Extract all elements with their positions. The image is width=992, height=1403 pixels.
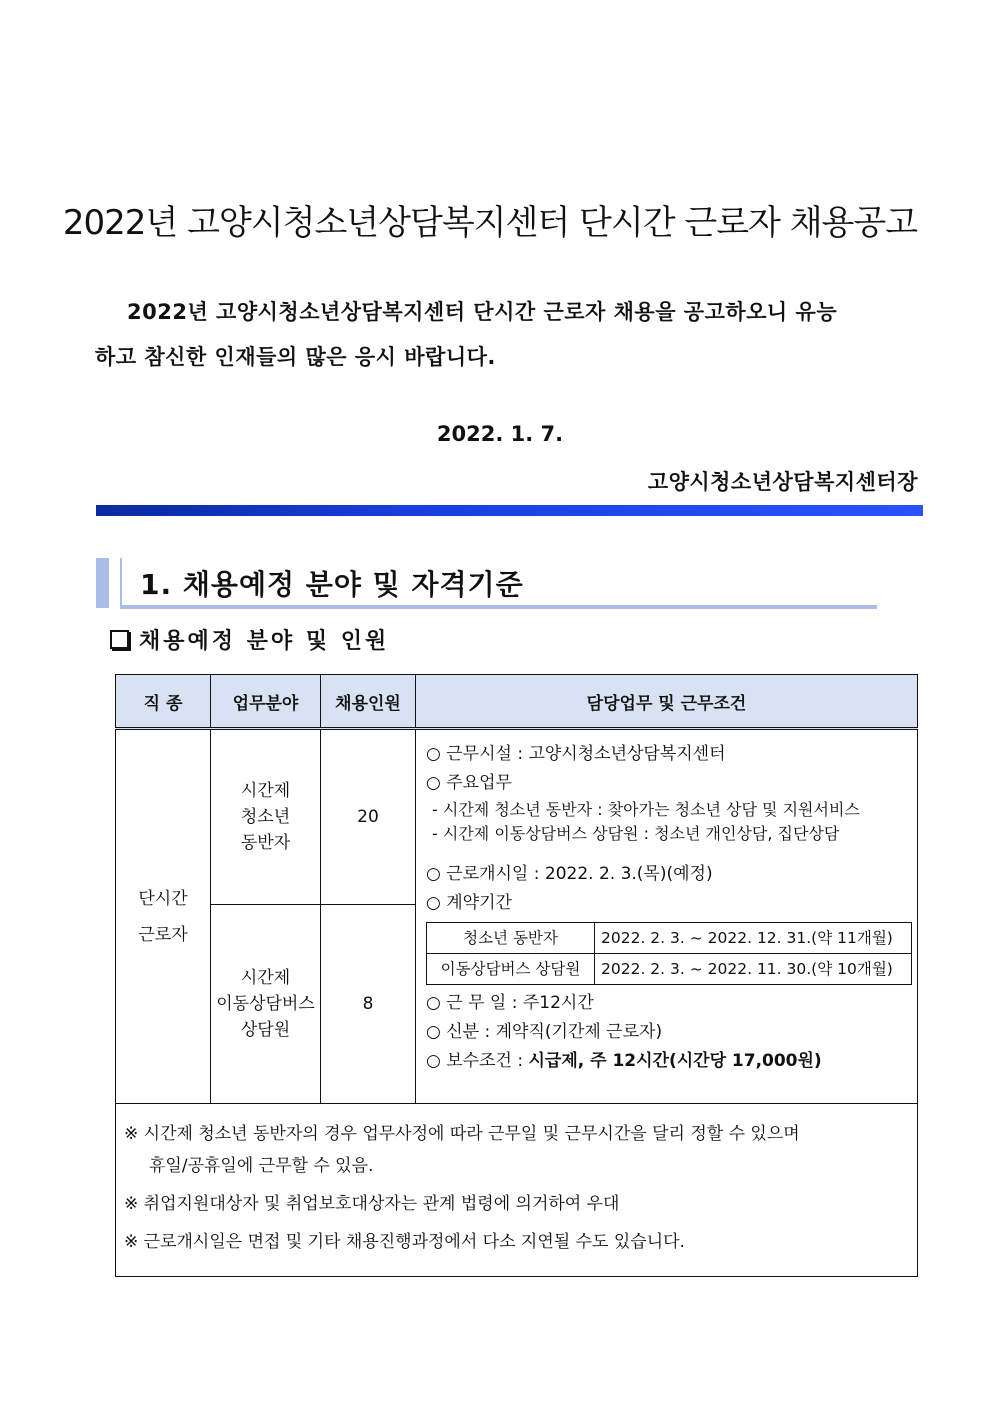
subsection-title: 채용예정 분야 및 인원 bbox=[139, 629, 390, 654]
job-type-line-2: 근로자 bbox=[138, 924, 188, 945]
pay-label: ○ 보수조건 : bbox=[426, 1051, 529, 1071]
contract-period: 2022. 2. 3. ~ 2022. 11. 30.(약 10개월) bbox=[595, 954, 912, 985]
facility-text: ○ 근무시설 : 고양시청소년상담복지센터 bbox=[426, 744, 726, 764]
note-item: ※ 취업지원대상자 및 취업보호대상자는 관계 법령에 의거하여 우대 bbox=[124, 1194, 620, 1214]
notes-cell bbox=[116, 1104, 918, 1277]
duty-item: - 시간제 청소년 동반자 : 찾아가는 청소년 상담 및 지원서비스 bbox=[432, 800, 860, 819]
contract-role: 이동상담버스 상담원 bbox=[427, 954, 595, 985]
duties-cell bbox=[416, 729, 918, 1104]
intro-line-2: 하고 참신한 인재들의 많은 응시 바랍니다. bbox=[95, 345, 496, 369]
note-item: ※ 근로개시일은 면접 및 기타 채용진행과정에서 다소 지연될 수도 있습니다. bbox=[124, 1232, 685, 1252]
count-cell: 8 bbox=[321, 905, 416, 1104]
issuing-organization: 고양시청소년상담복지센터장 bbox=[647, 470, 918, 494]
field-cell bbox=[211, 729, 321, 905]
duty-item: - 시간제 이동상담버스 상담원 : 청소년 개인상담, 집단상담 bbox=[432, 824, 840, 843]
notes-row bbox=[116, 1104, 918, 1277]
contract-role: 청소년 동반자 bbox=[427, 923, 595, 954]
page-title: 2022년 고양시청소년상담복지센터 단시간 근로자 채용공고 bbox=[62, 203, 918, 243]
announcement-date: 2022. 1. 7. bbox=[436, 422, 564, 446]
table-header-row bbox=[116, 675, 918, 729]
field-line: 상담원 bbox=[240, 1020, 291, 1040]
contract-label: ○ 계약기간 bbox=[426, 893, 512, 913]
section-marker bbox=[96, 558, 109, 608]
recruitment-table bbox=[115, 674, 918, 1277]
header-duties: 담당업무 및 근무조건 bbox=[416, 675, 918, 729]
contract-period-table bbox=[426, 922, 912, 985]
job-type-line-1: 단시간 bbox=[138, 888, 188, 909]
field-line: 이동상담버스 bbox=[216, 994, 315, 1014]
status-text: ○ 신분 : 계약직(기간제 근로자) bbox=[426, 1022, 663, 1042]
job-type-cell bbox=[116, 729, 211, 1104]
note-item-continued: 휴일/공휴일에 근무할 수 있음. bbox=[149, 1156, 374, 1176]
header-job-type: 직 종 bbox=[116, 675, 211, 729]
intro-line-1: 2022년 고양시청소년상담복지센터 단시간 근로자 채용을 공고하오니 유능 bbox=[127, 300, 838, 324]
pay-value: 시급제, 주 12시간(시간당 17,000원) bbox=[528, 1051, 822, 1071]
field-line: 청소년 bbox=[240, 807, 291, 827]
header-divider-bar bbox=[96, 505, 923, 516]
table-row bbox=[427, 923, 912, 954]
header-field: 업무분야 bbox=[211, 675, 321, 729]
table-row bbox=[427, 954, 912, 985]
table-row bbox=[116, 729, 918, 905]
field-line: 시간제 bbox=[240, 968, 291, 988]
field-cell bbox=[211, 905, 321, 1104]
duties-label: ○ 주요업무 bbox=[426, 773, 512, 793]
header-count: 채용인원 bbox=[321, 675, 416, 729]
note-item: ※ 시간제 청소년 동반자의 경우 업무사정에 따라 근무일 및 근무시간을 달리 정할 수 있으며 bbox=[124, 1124, 800, 1144]
pay-text bbox=[426, 1047, 917, 1076]
subsection-heading bbox=[110, 624, 389, 655]
section-border-left bbox=[120, 558, 122, 608]
workdays-text: ○ 근 무 일 : 주12시간 bbox=[426, 993, 594, 1013]
section-underline bbox=[120, 605, 877, 609]
field-line: 시간제 bbox=[240, 781, 291, 801]
contract-period: 2022. 2. 3. ~ 2022. 12. 31.(약 11개월) bbox=[595, 923, 912, 954]
checkbox-bullet-icon bbox=[110, 630, 129, 649]
count-cell: 20 bbox=[321, 729, 416, 905]
start-date-text: ○ 근로개시일 : 2022. 2. 3.(목)(예정) bbox=[426, 864, 713, 884]
section-title: 1. 채용예정 분야 및 자격기준 bbox=[140, 568, 524, 601]
intro-paragraph bbox=[95, 290, 895, 380]
field-line: 동반자 bbox=[240, 833, 291, 853]
